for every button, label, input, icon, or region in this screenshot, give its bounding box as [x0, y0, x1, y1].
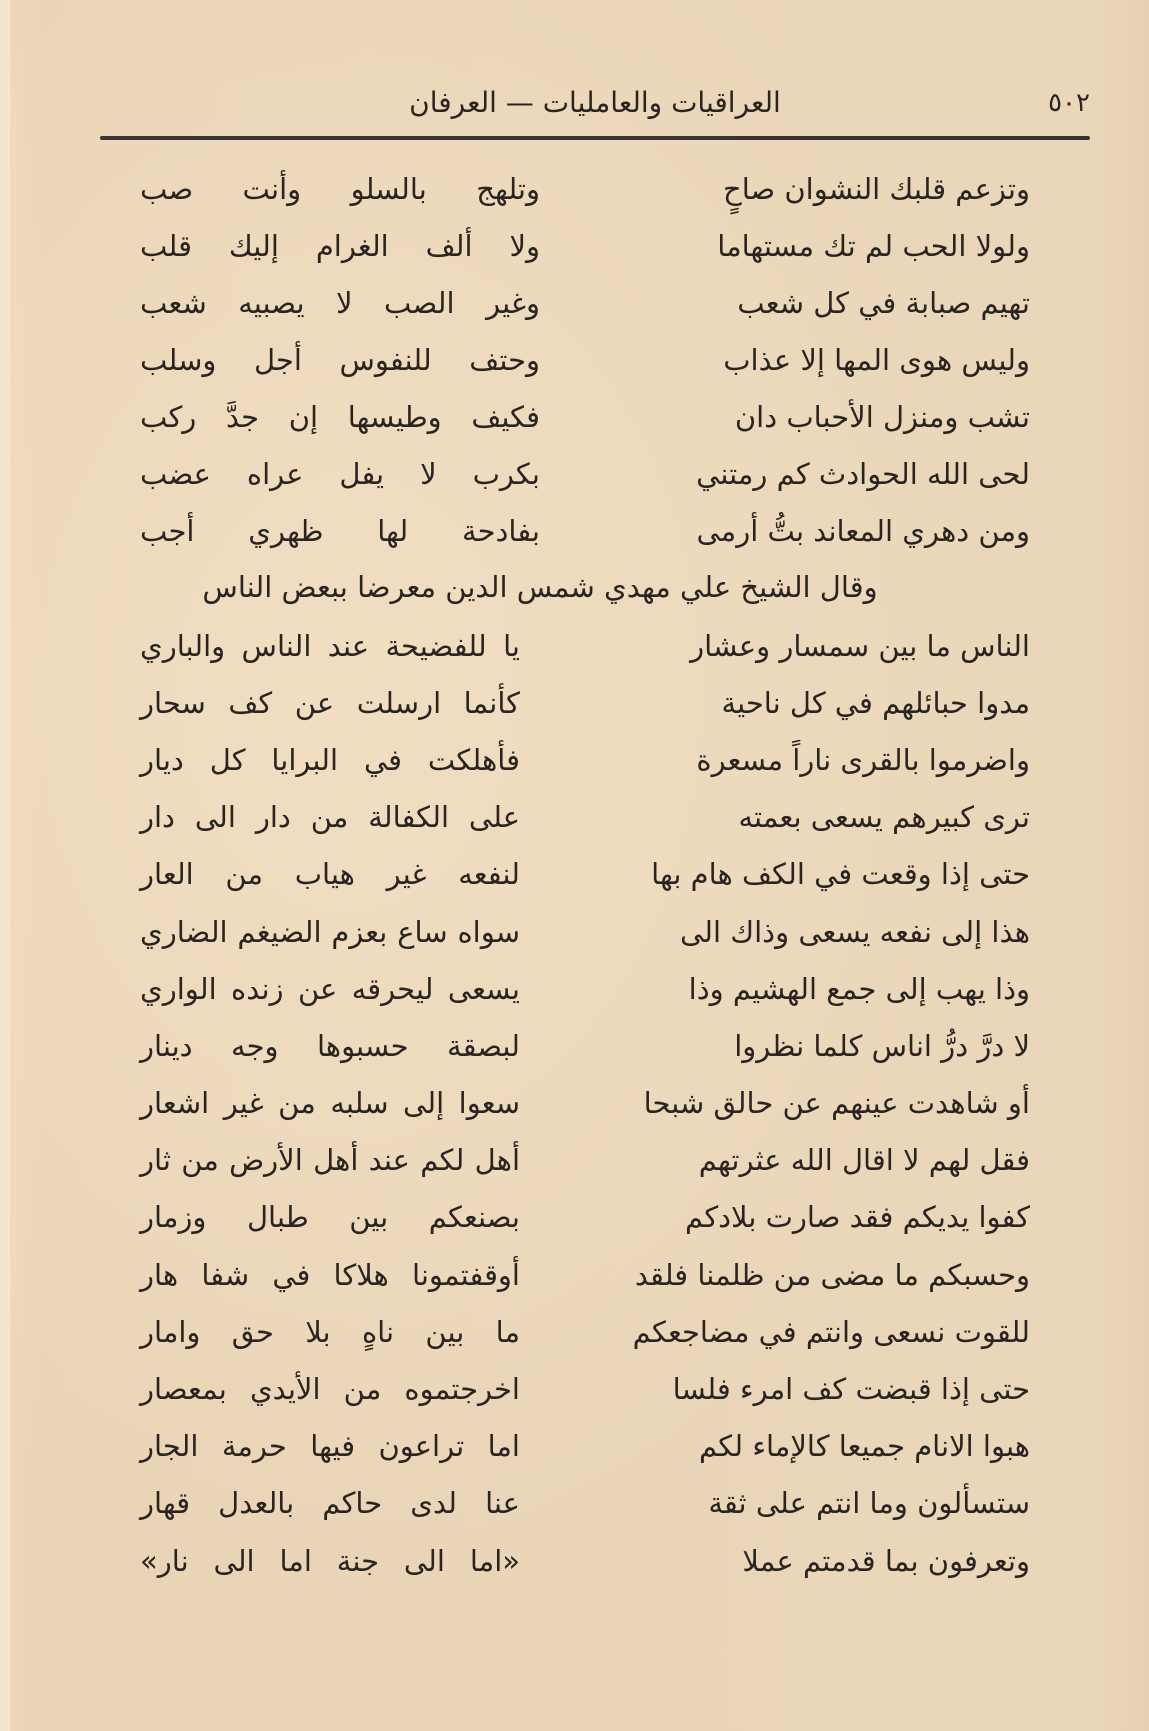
hemistich-first: مدوا حبائلهم في كل ناحية: [721, 685, 1030, 720]
hemistich-first: وحسبكم ما مضى من ظلمنا فلقد: [634, 1257, 1030, 1292]
verse: [140, 1303, 1030, 1360]
hemistich-first: تشب ومنزل الأحباب دان: [734, 399, 1030, 434]
hemistich-first: ستسألون وما انتم على ثقة: [708, 1486, 1030, 1521]
verse: [140, 1418, 1030, 1475]
verse: [140, 1475, 1030, 1532]
hemistich-second: لنفعه غير هياب من العار: [140, 857, 520, 892]
hemistich-first: أو شاهدت عينهم عن حالق شبحا: [643, 1086, 1030, 1121]
hemistich-second: يسعى ليحرقه عن زنده الواري: [140, 971, 520, 1006]
poem-2-introduction: وقال الشيخ علي مهدي شمس الدين معرضا ببعض الناس: [202, 570, 878, 604]
poem-1: [140, 160, 1030, 559]
hemistich-first: واضرموا بالقرى ناراً مسعرة: [696, 742, 1030, 777]
hemistich-second: فأهلكت في البرايا كل ديار: [140, 742, 520, 777]
hemistich-second: على الكفالة من دار الى دار: [140, 800, 520, 835]
verse: [140, 1017, 1030, 1074]
hemistich-second: فكيف وطيسها إن جدَّ ركب: [140, 399, 540, 434]
hemistich-first: حتى إذا وقعت في الكف هام بها: [651, 857, 1030, 892]
hemistich-first: لا درَّ درُّ اناس كلما نظروا: [734, 1028, 1030, 1063]
page-number: ٥٠٢: [1048, 88, 1090, 118]
verse: [140, 388, 1030, 445]
hemistich-second: لبصقة حسبوها وجه دينار: [140, 1028, 520, 1063]
hemistich-first: ترى كبيرهم يسعى بعمته: [738, 800, 1030, 835]
hemistich-first: ومن دهري المعاند بتُّ أرمى: [696, 513, 1030, 548]
hemistich-first: تهيم صبابة في كل شعب: [737, 285, 1030, 320]
hemistich-first: وتزعم قلبك النشوان صاحٍ: [722, 171, 1030, 206]
page-header: [100, 86, 1090, 126]
verse: [140, 1246, 1030, 1303]
verse: [140, 1532, 1030, 1589]
hemistich-first: هذا إلى نفعه يسعى وذاك الى: [679, 914, 1030, 949]
hemistich-first: وتعرفون بما قدمتم عملا: [742, 1543, 1030, 1578]
hemistich-second: اما تراعون فيها حرمة الجار: [140, 1429, 520, 1464]
hemistich-first: كفوا يديكم فقد صارت بلادكم: [685, 1200, 1030, 1235]
hemistich-first: لحى الله الحوادث كم رمتني: [696, 456, 1030, 491]
hemistich-second: وحتف للنفوس أجل وسلب: [140, 342, 540, 377]
verse: [140, 846, 1030, 903]
verse: [140, 502, 1030, 559]
hemistich-first: الناس ما بين سمسار وعشار: [690, 628, 1030, 663]
verse: [140, 903, 1030, 960]
poem-body: [140, 160, 1030, 1589]
verse: [140, 1075, 1030, 1132]
hemistich-first: حتى إذا قبضت كف امرء فلسا: [672, 1372, 1030, 1407]
hemistich-second: يا للفضيحة عند الناس والباري: [140, 628, 520, 663]
verse: [140, 617, 1030, 674]
header-rule: [100, 136, 1090, 140]
verse: [140, 217, 1030, 274]
verse: [140, 1132, 1030, 1189]
hemistich-first: فقل لهم لا اقال الله عثرتهم: [698, 1143, 1030, 1178]
running-title: العراقيات والعامليات — العرفان: [409, 86, 781, 119]
hemistich-second: «اما الى جنة اما الى نار»: [140, 1543, 520, 1578]
hemistich-first: ولولا الحب لم تك مستهاما: [717, 228, 1030, 263]
verse: [140, 160, 1030, 217]
hemistich-first: وذا يهب إلى جمع الهشيم وذا: [688, 971, 1030, 1006]
hemistich-second: سواه ساع بعزم الضيغم الضاري: [140, 914, 520, 949]
hemistich-second: بصنعكم بين طبال وزمار: [140, 1200, 520, 1235]
verse: [140, 674, 1030, 731]
verse: [140, 274, 1030, 331]
verse: [140, 960, 1030, 1017]
verse: [140, 331, 1030, 388]
hemistich-second: ما بين ناهٍ بلا حق وامار: [140, 1314, 520, 1349]
hemistich-first: وليس هوى المها إلا عذاب: [723, 342, 1030, 377]
hemistich-second: بفادحة لها ظهري أجب: [140, 513, 540, 548]
verse: [140, 731, 1030, 788]
hemistich-second: وغير الصب لا يصبيه شعب: [140, 285, 540, 320]
hemistich-second: كأنما ارسلت عن كف سحار: [140, 685, 520, 720]
page-edge: [0, 0, 10, 1731]
hemistich-second: سعوا إلى سلبه من غير اشعار: [140, 1086, 520, 1121]
hemistich-second: عنا لدى حاكم بالعدل قهار: [140, 1486, 520, 1521]
hemistich-second: ولا ألف الغرام إليك قلب: [140, 228, 540, 263]
poem-2: [140, 617, 1030, 1589]
hemistich-second: أهل لكم عند أهل الأرض من ثار: [140, 1143, 520, 1178]
hemistich-first: للقوت نسعى وانتم في مضاجعكم: [632, 1314, 1030, 1349]
hemistich-second: اخرجتموه من الأيدي بمعصار: [140, 1372, 520, 1407]
verse: [140, 1360, 1030, 1417]
verse: [140, 789, 1030, 846]
hemistich-second: وتلهج بالسلو وأنت صب: [140, 171, 540, 206]
hemistich-first: هبوا الانام جميعا كالإماء لكم: [698, 1429, 1030, 1464]
verse: [140, 1189, 1030, 1246]
hemistich-second: بكرب لا يفل عراه عضب: [140, 456, 540, 491]
verse: [140, 445, 1030, 502]
hemistich-second: أوقفتمونا هلاكا في شفا هار: [140, 1257, 520, 1292]
